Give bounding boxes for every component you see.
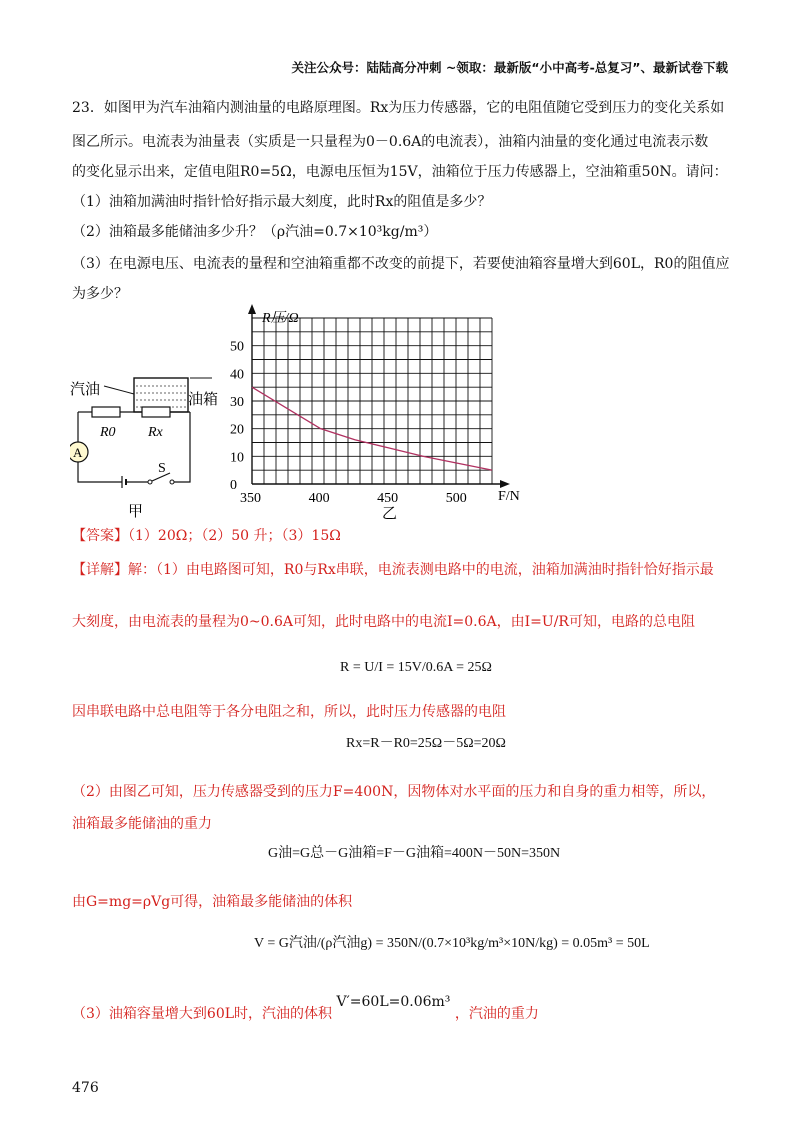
sub-question-3-cont: 为多少？ <box>72 286 128 302</box>
gasoline-label: 汽油 <box>70 382 101 398</box>
r0-resistor <box>92 407 120 417</box>
y-tick-label: 20 <box>230 422 244 438</box>
x-tick-label: 500 <box>445 491 467 506</box>
r0-label: R0 <box>100 425 116 440</box>
y-tick-label: 10 <box>230 450 244 466</box>
question-line-3: 的变化显示出来，定值电阻R0=5Ω，电源电压恒为15V，油箱位于压力传感器上，空油箱重50N。请问： <box>72 164 728 180</box>
y-axis-arrow <box>248 304 256 314</box>
equation-total-resistance: R = U/I = 15V/0.6A = 25Ω <box>340 660 492 675</box>
figure-jia-caption: 甲 <box>128 504 144 520</box>
sub-question-3: （3）在电源电压、电流表的量程和空油箱重都不改变的前提下，若要使油箱容量增大到60L，R0的阻值应 <box>72 256 730 272</box>
equation-new-volume: V′=60L=0.06m³ <box>336 994 451 1010</box>
circuit-diagram <box>70 360 220 520</box>
sub-question-1: （1）油箱加满油时指针恰好指示最大刻度，此时Rx的阻值是多少？ <box>72 194 492 210</box>
question-line-1: 23．如图甲为汽车油箱内测油量的电路原理图。Rx为压力传感器，它的电阻值随它受到压力的变化关系如 <box>72 100 725 116</box>
gasoline-arrow <box>104 386 134 394</box>
tank-label: 油箱 <box>188 392 219 408</box>
figure-yi-caption: 乙 <box>382 506 398 522</box>
ammeter-label: A <box>73 445 83 460</box>
x-tick-label: 450 <box>377 491 399 506</box>
x-tick-label: 400 <box>308 491 330 506</box>
detail-line-5: 油箱最多能储油的重力 <box>72 816 212 832</box>
equation-volume: V = G汽油/(ρ汽油g) = 350N/(0.7×10³kg/m³×10N/kg) = 0.05m³ = 50L <box>254 936 650 951</box>
sub-question-2: （2）油箱最多能储油多少升？（ρ汽油=0.7×10³kg/m³） <box>72 224 438 240</box>
y-tick-label: 0 <box>230 478 237 493</box>
rx-label: Rx <box>148 425 163 440</box>
detail-line-6: 由G=mg=ρVg可得，油箱最多能储油的体积 <box>72 894 353 910</box>
detail-line-7-tail: ，汽油的重力 <box>454 1006 539 1022</box>
chart-grid <box>252 318 492 484</box>
pressure-resistance-chart <box>226 300 546 522</box>
page-number: 476 <box>72 1080 99 1096</box>
equation-oil-weight: G油=G总－G油箱=F－G油箱=400N－50N=350N <box>268 846 561 861</box>
y-tick-label: 50 <box>230 339 244 355</box>
x-axis-arrow <box>500 480 510 488</box>
detail-line-3: 因串联电路中总电阻等于各分电阻之和，所以，此时压力传感器的电阻 <box>72 704 506 720</box>
answer-line: 【答案】（1）20Ω；（2）50 升；（3）15Ω <box>72 528 341 544</box>
detail-line-2: 大刻度，由电流表的量程为0~0.6A可知，此时电路中的电流I=0.6A，由I=U/R可知，电路的总电阻 <box>72 614 695 630</box>
y-tick-label: 30 <box>230 395 244 410</box>
chart-x-label: F/N <box>498 489 520 504</box>
detail-line-7 <box>72 994 539 1024</box>
switch-label: S <box>158 461 166 476</box>
detail-line-1: 【详解】解：（1）由电路图可知，R0与Rx串联，电流表测电路中的电流，油箱加满油时指针恰好指示最 <box>72 562 714 578</box>
equation-rx: Rx=R－R0=25Ω－5Ω=20Ω <box>346 736 506 751</box>
y-tick-label: 40 <box>230 367 244 383</box>
page-header: 关注公众号：陆陆高分冲刺 ~领取：最新版“小中高考-总复习”、最新试卷下载 <box>291 60 728 75</box>
detail-line-4: （2）由图乙可知，压力传感器受到的压力F=400N，因物体对水平面的压力和自身的重力相等，所以， <box>72 784 716 800</box>
detail-line-7-text: （3）油箱容量增大到60L时，汽油的体积 <box>72 1006 333 1022</box>
chart-y-label: R压/Ω <box>262 311 299 326</box>
rx-resistor <box>142 407 170 417</box>
x-tick-label: 350 <box>240 491 261 506</box>
question-line-2: 图乙所示。电流表为油量表（实质是一只量程为0－0.6A的电流表），油箱内油量的变化通过电流表示数 <box>72 134 709 150</box>
